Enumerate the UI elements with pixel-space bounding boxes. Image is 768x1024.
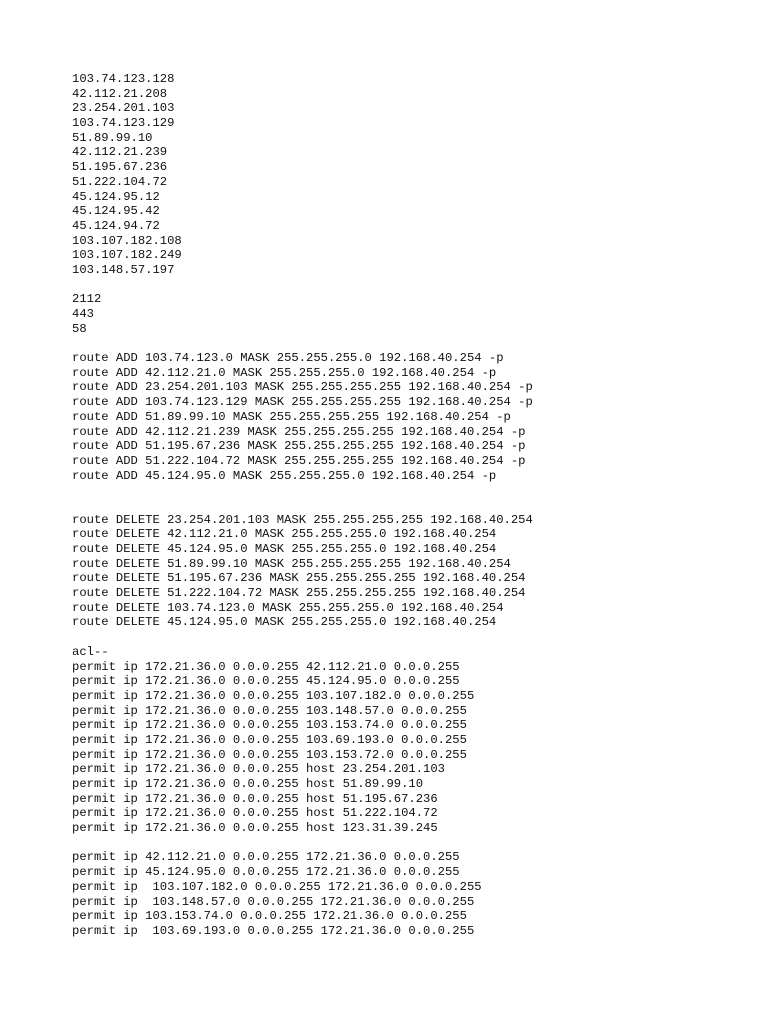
text-line: route ADD 103.74.123.129 MASK 255.255.255.255 192.168.40.254 -p (72, 395, 533, 410)
text-line: 42.112.21.239 (72, 145, 168, 160)
text-line: route ADD 51.195.67.236 MASK 255.255.255.255 192.168.40.254 -p (72, 439, 526, 454)
text-line: permit ip 172.21.36.0 0.0.0.255 45.124.95.0 0.0.0.255 (72, 674, 460, 689)
text-line: permit ip 103.148.57.0 0.0.0.255 172.21.36.0 0.0.0.255 (72, 894, 475, 909)
text-line: permit ip 45.124.95.0 0.0.0.255 172.21.36.0 0.0.0.255 (72, 865, 460, 880)
text-line: 103.74.123.129 (72, 116, 175, 131)
text-line: permit ip 172.21.36.0 0.0.0.255 103.69.193.0 0.0.0.255 (72, 732, 467, 747)
text-line: 51.222.104.72 (72, 174, 168, 189)
text-line (72, 483, 533, 498)
text-line: 45.124.95.42 (72, 204, 160, 219)
text-line: route ADD 45.124.95.0 MASK 255.255.255.0 192.168.40.254 -p (72, 468, 497, 483)
text-line: 103.148.57.197 (72, 262, 175, 277)
text-line: 45.124.95.12 (72, 189, 160, 204)
text-line: 51.89.99.10 (72, 130, 153, 145)
text-line: route DELETE 51.89.99.10 MASK 255.255.255.255 192.168.40.254 (72, 556, 511, 571)
text-line: 103.107.182.108 (72, 233, 182, 248)
text-line: route DELETE 51.195.67.236 MASK 255.255.255.255 192.168.40.254 (72, 571, 526, 586)
text-line: route DELETE 23.254.201.103 MASK 255.255.255.255 192.168.40.254 (72, 512, 533, 527)
text-line (72, 336, 533, 351)
text-line: permit ip 172.21.36.0 0.0.0.255 103.153.74.0 0.0.0.255 (72, 718, 467, 733)
text-line: route ADD 23.254.201.103 MASK 255.255.255.255 192.168.40.254 -p (72, 380, 533, 395)
text-line: acl-- (72, 644, 109, 659)
text-line: route DELETE 45.124.95.0 MASK 255.255.255.0 192.168.40.254 (72, 542, 497, 556)
text-line: permit ip 172.21.36.0 0.0.0.255 host 51.89.99.10 (72, 777, 424, 791)
text-line: 2112 (72, 292, 102, 307)
text-line: 443 (72, 307, 94, 321)
text-line: permit ip 172.21.36.0 0.0.0.255 host 51.222.104.72 (72, 806, 438, 821)
text-line: permit ip 103.107.182.0 0.0.0.255 172.21.36.0 0.0.0.255 (72, 879, 482, 894)
text-line: permit ip 172.21.36.0 0.0.0.255 host 123.31.39.245 (72, 821, 438, 836)
text-line: 42.112.21.208 (72, 86, 168, 101)
text-line: 103.107.182.249 (72, 248, 182, 263)
text-line: permit ip 172.21.36.0 0.0.0.255 103.107.182.0 0.0.0.255 (72, 688, 475, 703)
text-line (72, 630, 533, 645)
text-line (72, 498, 533, 513)
text-line: route DELETE 42.112.21.0 MASK 255.255.255.0 192.168.40.254 (72, 527, 497, 542)
text-line: route ADD 103.74.123.0 MASK 255.255.255.0 192.168.40.254 -p (72, 351, 504, 366)
text-line: permit ip 172.21.36.0 0.0.0.255 host 51.195.67.236 (72, 791, 438, 806)
text-line: 58 (72, 321, 87, 336)
text-line: permit ip 172.21.36.0 0.0.0.255 103.148.57.0 0.0.0.255 (72, 703, 467, 718)
text-line: 103.74.123.128 (72, 72, 175, 86)
text-line: route ADD 51.89.99.10 MASK 255.255.255.255 192.168.40.254 -p (72, 409, 511, 424)
text-line: permit ip 172.21.36.0 0.0.0.255 103.153.72.0 0.0.0.255 (72, 747, 467, 762)
text-line: permit ip 172.21.36.0 0.0.0.255 42.112.21.0 0.0.0.255 (72, 659, 460, 674)
text-line: 45.124.94.72 (72, 218, 160, 233)
document-body (72, 72, 533, 939)
text-line: permit ip 103.69.193.0 0.0.0.255 172.21.36.0 0.0.0.255 (72, 923, 475, 938)
text-line: 51.195.67.236 (72, 160, 168, 175)
text-line: route DELETE 45.124.95.0 MASK 255.255.255.0 192.168.40.254 (72, 615, 497, 630)
text-line: route DELETE 103.74.123.0 MASK 255.255.255.0 192.168.40.254 (72, 600, 504, 615)
text-line: route ADD 42.112.21.0 MASK 255.255.255.0 192.168.40.254 -p (72, 365, 497, 380)
text-line: route ADD 42.112.21.239 MASK 255.255.255.255 192.168.40.254 -p (72, 424, 526, 439)
text-line (72, 836, 533, 851)
text-line: permit ip 172.21.36.0 0.0.0.255 host 23.254.201.103 (72, 762, 445, 777)
text-line: route ADD 51.222.104.72 MASK 255.255.255.255 192.168.40.254 -p (72, 453, 526, 468)
text-line: 23.254.201.103 (72, 101, 175, 116)
text-line: route DELETE 51.222.104.72 MASK 255.255.255.255 192.168.40.254 (72, 586, 526, 601)
text-line: permit ip 103.153.74.0 0.0.0.255 172.21.36.0 0.0.0.255 (72, 909, 467, 924)
text-line (72, 278, 533, 293)
text-line: permit ip 42.112.21.0 0.0.0.255 172.21.36.0 0.0.0.255 (72, 850, 460, 865)
